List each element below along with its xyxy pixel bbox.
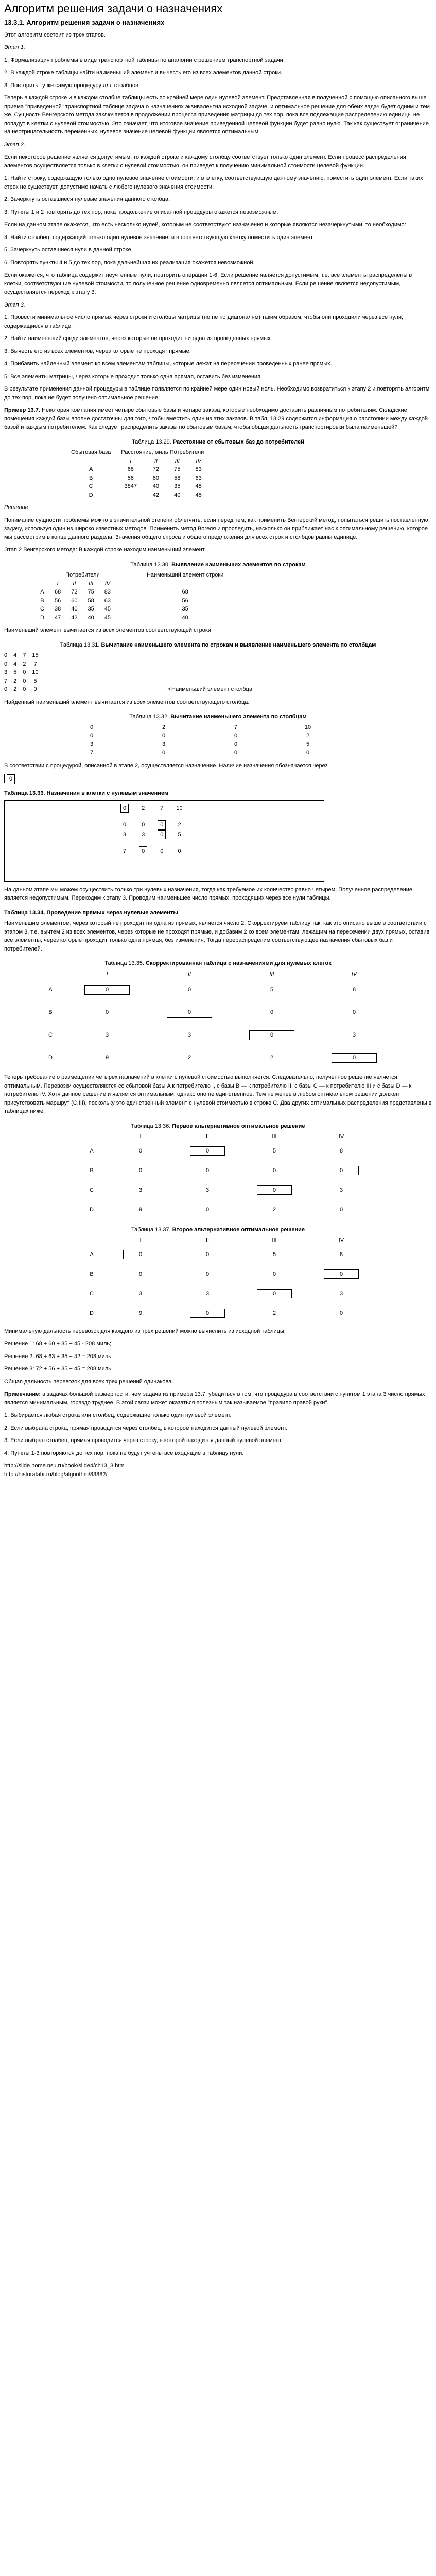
assignment-table-box [4,800,324,882]
table-header: Потребители [65,572,100,579]
table-row: B 0 0 0 0 [76,1264,375,1284]
table-row: B 56 60 58 63 56 [40,597,188,604]
table-row: D 9 2 2 0 [35,1046,395,1069]
paragraph: В результате применения данной процедуры в таблице появляется по крайней мере один новый ноль. Необходимо возвратиться к этапу 2 и повторять алгоритм до тех пор, пока не будет получено оптимальное решение. [4,386,430,401]
table-row: B 56 60 58 63 [89,474,202,481]
paragraph: Если окажется, что таблица содержит неучтенные нули, повторить операции 1-6. Если решение является допустимым, т.е. все элементы распределены в клетки, соответствующие нулевой стоимости, то полученное решение одновременно является оптимальным. Если решение является недопустимым, осуществляется переход к этапу 3. [4,272,412,296]
table-row: A 68 72 75 83 [89,466,202,473]
source-link[interactable]: http://historafahr.ru/blog/algorithm/83882/ [4,1471,108,1478]
assigned-cell: 0 [158,830,166,840]
assignment-symbol-box [4,774,323,783]
assigned-cell: 0 [120,804,129,814]
paragraph: Этот алгоритм состоит из трех этапов. [4,31,106,38]
paragraph: Этап 2 Венгерского метода: В каждой строке находим наименьший элемент. [4,547,206,553]
stage-heading: Этап 3. [4,301,25,308]
column-header: II [154,457,158,464]
table-row: 3 3 0 5 [115,830,188,840]
table-row: C 3847 40 35 45 [89,483,202,490]
table-row: C 3 3 0 3 [76,1180,375,1200]
table-row: D 9 0 2 0 [90,1206,343,1213]
corrected-table: I II III IV A 0 0 5 8 B 0 0 0 0 C 3 3 0 3 D 9 2 2 0 [35,970,395,1070]
paragraph: Минимальную дальность перевозок для каждого из трех решений можно вычислить из исходной таблицы: [4,1328,286,1334]
paragraph: Решение 1: 68 + 60 + 35 + 45 - 208 миль; [4,1341,112,1347]
table-caption: Таблица 13.31. Вычитание наименьшего элемента по строкам и выявление наименьшего элемента по столбцам [60,641,376,648]
table-row: A 68 72 75 83 68 [40,589,188,596]
table-row: D 9 0 2 0 [76,1303,375,1323]
table-row: A 0 0 5 8 [76,1141,375,1161]
page-title: Алгоритм решения задачи о назначениях [4,2,223,15]
note-title: Примечание: [4,1391,41,1398]
paragraph: 1. Выбирается любая строка или столбец, содержащие только один нулевой элемент. [4,1412,232,1419]
table-row: C 38 40 35 45 35 [40,606,188,613]
stage-heading: Этап 1: [4,44,25,51]
paragraph: На данном этапе мы можем осуществить только три нулевых назначения, тогда как требуемое их количество равно четырем. Полученное распределение является недопустимым. Переходим к этапу 3. Проводим наименьшее число прямых, проходящих через все нули таблицы. [4,886,413,902]
table-caption: Таблица 13.35. Скорректированная таблица с назначениями для нулевых клеток [104,960,332,967]
paragraph: Наименьший элемент вычитается из всех элементов соответствующей строки [4,627,211,634]
paragraph: Теперь в каждой строке и в каждом столбце таблицы есть по крайней мере один нулевой элемент. Представленная в полученной с помощью описанного выше приема "приведенной" транспортной таблице задача о назначениях эквивалентна исходной задаче, и оптимальное решение для обеих задач будет одним и тем же. Сущность Венгерского метода заключается в продолжении процесса приведения матрицы до тех пор, пока все подлежащие распределению единицы не попадут в клетки с нулевой стоимостью. Это означает, что итоговое значение приведенной целевой функции будет равно нулю. Так как существует ограничение на неотрицательность переменных, нулевое значение целевой функции является оптимальным. [4,95,430,135]
paragraph: Найденный наименьший элемент вычитается из всех элементов соответствующего столбца. [4,699,250,705]
table-caption: Таблица 13.37. Второе альтернативное оптимальное решение [131,1226,305,1233]
column-header: I [130,457,132,464]
table-row: C 3 3 0 3 [35,1024,395,1046]
paragraph: 5. Все элементы матрицы, через которые проходит только одна прямая, оставить без изменения. [4,373,263,380]
table-row: 0 4 7 15 [4,652,39,659]
paragraph: 3. Повторить ту же самую процедуру для столбцов. [4,82,140,89]
note-paragraph [4,1390,432,1407]
table-caption: Таблица 13.34. Проведение прямых через нулевые элементы [4,909,178,916]
example-text: Некоторая компания имеет четыре сбытовые базы и четыре заказа, которые необходимо доставить различным потребителям. Складские помещения каждой базы вполне достаточны для того, чтобы вместить один из этих заказов. В табл. 13.29 содержится информация о расстоянии между каждой базой и каждым потребителем. Как следует распределить заказы по сбытовым базам, чтобы общая дальность транспортировки была наименьшей? [4,407,428,431]
table-caption: Таблица 13.29. Расстояние от сбытовых баз до потребителей [132,438,304,445]
assignment-table [115,804,188,856]
paragraph: 4. Найти столбец, содержащий только одно нулевое значение, и в соответствующую клетку поместить один элемент. [4,234,314,241]
table-row: 0 0 0 2 [90,733,310,739]
table-row: A 0 0 5 8 [76,1245,375,1264]
source-link[interactable]: http://slide.home.nsu.ru/book/slide4/ch13_3.htm [4,1463,125,1469]
table-row: 0 0 0 2 [115,820,188,830]
table-row: D 42 40 45 [89,492,202,498]
stage-heading: Этап 2. [4,141,25,148]
table-caption: Таблица 13.32. Вычитание наименьшего элемента по столбцам [129,714,307,720]
table-row: D 47 42 40 45 40 [40,614,188,621]
table-row: 0 2 7 10 [115,804,188,814]
column-minimum-note: <Наименьший элемент столбца [168,686,253,693]
paragraph: 2. Если выбрана строка, прямая проводится через столбец, в котором находится данный нулевой элемент. [4,1425,288,1431]
assigned-cell: 0 [139,846,147,856]
paragraph: 2. В каждой строке таблицы найти наименьший элемент и вычесть его из всех элементов данной строки. [4,70,283,76]
paragraph: Если на данном этапе окажется, что есть несколько нулей, которым не соответствуют назначения и которые являются незачеркнутыми, то необходимо: [4,222,406,228]
paragraph: Если некоторое решение является допустимым, то каждой строке и каждому столбцу соответствует только один элемент. Если процесс распределения элементов осуществляется только в клетки с нулевой стоимостью, он приведет к получению минимальной стоимости целевой функции. [4,154,406,169]
table-row: C 3 3 0 3 [76,1284,375,1303]
paragraph: В соответствии с процедурой, описанной в этапе 2, осуществляется назначение. Наличие назначения обозначается через [4,762,328,769]
paragraph: 3. Если выбран столбец, прямая проводится через строку, в которой находится данный нулевой элемент. [4,1437,283,1444]
paragraph: Понимание сущности проблемы можно в значительной степени облегчить, если перед тем, как применить Венгерский метод, попытаться решить поставленную задачу, используя один из широко известных методов. Применить метод Вогеля и проследить, насколько он приближает нас к оптимальному решению, которое мы рассмотрим в конце данного раздела. Значения общего спроса и общего предложения для всех строк и столбцов равны единице. [4,517,428,540]
paragraph: 1. Формализация проблемы в виде транспортной таблицы по аналогии с решением транспортной задачи. [4,57,285,63]
paragraph: 3. Пункты 1 и 2 повторять до тех пор, пока продолжение описанной процедуры окажется невозможным. [4,209,278,215]
paragraph: 1. Найти строку, содержащую только одно нулевое значение стоимости, и в клетку, соответствующую данному значению, поместить один элемент. Если таких строк не существует, допустимо начать с любого нулевого значения стоимости. [4,175,423,190]
note-text: в задачах большой размерности, чем задача из примера 13.7, убедиться в том, что процедура в соответствии с пунктом 1 этапа 3 число прямых является минимальным, гораздо труднее. В этой связи может оказаться полезным так называемое "правило правой руки". [4,1391,425,1406]
paragraph: 4. Пункты 1-3 повторяются до тех пор, пока не будут учтены все входящие в таблицу нули. [4,1450,244,1456]
table-header: Наименьший элемент строки [146,572,224,579]
paragraph: Общая дальность перевозок для всех трех решений одинакова. [4,1378,173,1385]
paragraph: 6. Повторять пункты 4 и 5 до тех пор, пока дальнейшая их реализация окажется невозможной. [4,259,255,266]
table-row: B 0 0 0 0 [35,1001,395,1024]
paragraph: Наименьшим элементом, через который не проходит ни одна из прямых, является число 2. Скорректируем таблицу так, как это описано выше в соответствии с этапом 3, т.е. вычтем 2 из всех элементов, через которые не проходят прямые, и добавим 2 ко всем элементам, лежащим на пересечении двух прямых, оставив все элементы, через которые проходит только одна прямая, без изменения. Тогда перераспределим соответствующее назначения сбытовых баз и потребителей. [4,920,430,952]
table-row: A 0 0 5 8 [35,978,395,1001]
assignment-symbol: 0 [7,774,15,784]
table-caption: Таблица 13.33. Назначения в клетки с нулевым значением [4,790,169,797]
alt-solution-1-table: I II III IV A 0 0 5 8 B 0 0 0 0 C 3 3 0 3 D 9 0 2 0 [76,1132,375,1219]
table-caption: Таблица 13.36. Первое альтернативное оптимальное решение [131,1123,305,1129]
table-row: B 0 0 0 0 [76,1161,375,1180]
column-header: III [175,457,180,464]
table-row: 0 2 0 0 <Наименьший элемент столбца [4,685,258,694]
table-header: Расстояние, миль Потребители [121,449,204,456]
table-header: Сбытовая база [71,449,111,456]
table-row: 0 2 7 10 [90,724,311,731]
table-caption: Таблица 13.30. Выявление наименьших элементов по строкам [130,561,306,568]
column-header: IV [196,457,201,464]
table-row: 3 5 0 10 [4,669,39,676]
table-row: 7 2 0 5 [4,677,37,684]
paragraph: 5. Зачеркнуть оставшиеся нули в данной строке. [4,247,133,253]
row-reduced-table [4,651,258,694]
paragraph: 1. Провести минимальное число прямых через строки и столбцы матрицы (но не по диагоналям) таким образом, чтобы они проходили через все нули, содержащиеся в таблице. [4,314,404,329]
paragraph: Решение 3: 72 + 56 + 35 + 45 = 208 миль. [4,1366,113,1372]
example-title: Пример 13.7. [4,407,40,414]
paragraph: 3. Вычесть его из всех элементов, через которые не проходят прямые. [4,348,191,354]
table-row: 7 0 0 0 [115,846,188,856]
column-reduced-table [56,723,344,757]
paragraph: Решение 2: 68 + 63 + 35 + 42 = 208 миль; [4,1353,113,1360]
paragraph: 2. Зачеркнуть оставшиеся нулевые значения данного столбца. [4,196,170,203]
solution-heading: Решение [4,504,28,511]
example-paragraph [4,406,432,432]
paragraph: 2. Найти наименьший среди элементов, через которые не проходит ни одна из проведенных прямых. [4,335,272,342]
paragraph: Теперь требование о размещении четырех назначений в клетки с нулевой стоимостью выполняется. Следовательно, полученное решение является оптимальным. Перевозки осуществляются со сбытовой базы A к потребителю I, с базы B — к потребителю II, с базы C — к потребителю III и с базы D — к потребителю IV. Хотя данное решение и является оптимальным, однако оно не единственное. Тем не менее в любом оптимальном решении должен присутствовать маршрут (C,III), поскольку это единственный элемент с нулевой стоимостью в строке C. Два других оптимальных распределения представлены в таблицах ниже. [4,1074,432,1115]
section-heading: 13.3.1. Алгоритм решения задачи о назначениях [4,19,165,27]
table-row: 3 3 0 5 [90,741,310,748]
table-row: 0 4 2 7 [4,660,37,667]
distance-table [66,448,209,499]
table-row: 7 0 0 0 [90,750,310,756]
row-minimum-table: Потребители Наименьший элемент строки I II III IV A 68 72 75 83 68 B 56 60 58 63 56 C 38 40 35 45 35 D 47 42 40 45 40 [35,571,229,622]
assigned-cell: 0 [158,820,166,830]
alt-solution-2-table: I II III IV A 0 0 5 8 B 0 0 0 0 C 3 3 0 3 D 9 0 2 0 [76,1236,375,1323]
paragraph: 4. Прибавить найденный элемент ко всем элементам таблицы, которые лежат на пересечении проведенных ранее прямых. [4,361,332,367]
